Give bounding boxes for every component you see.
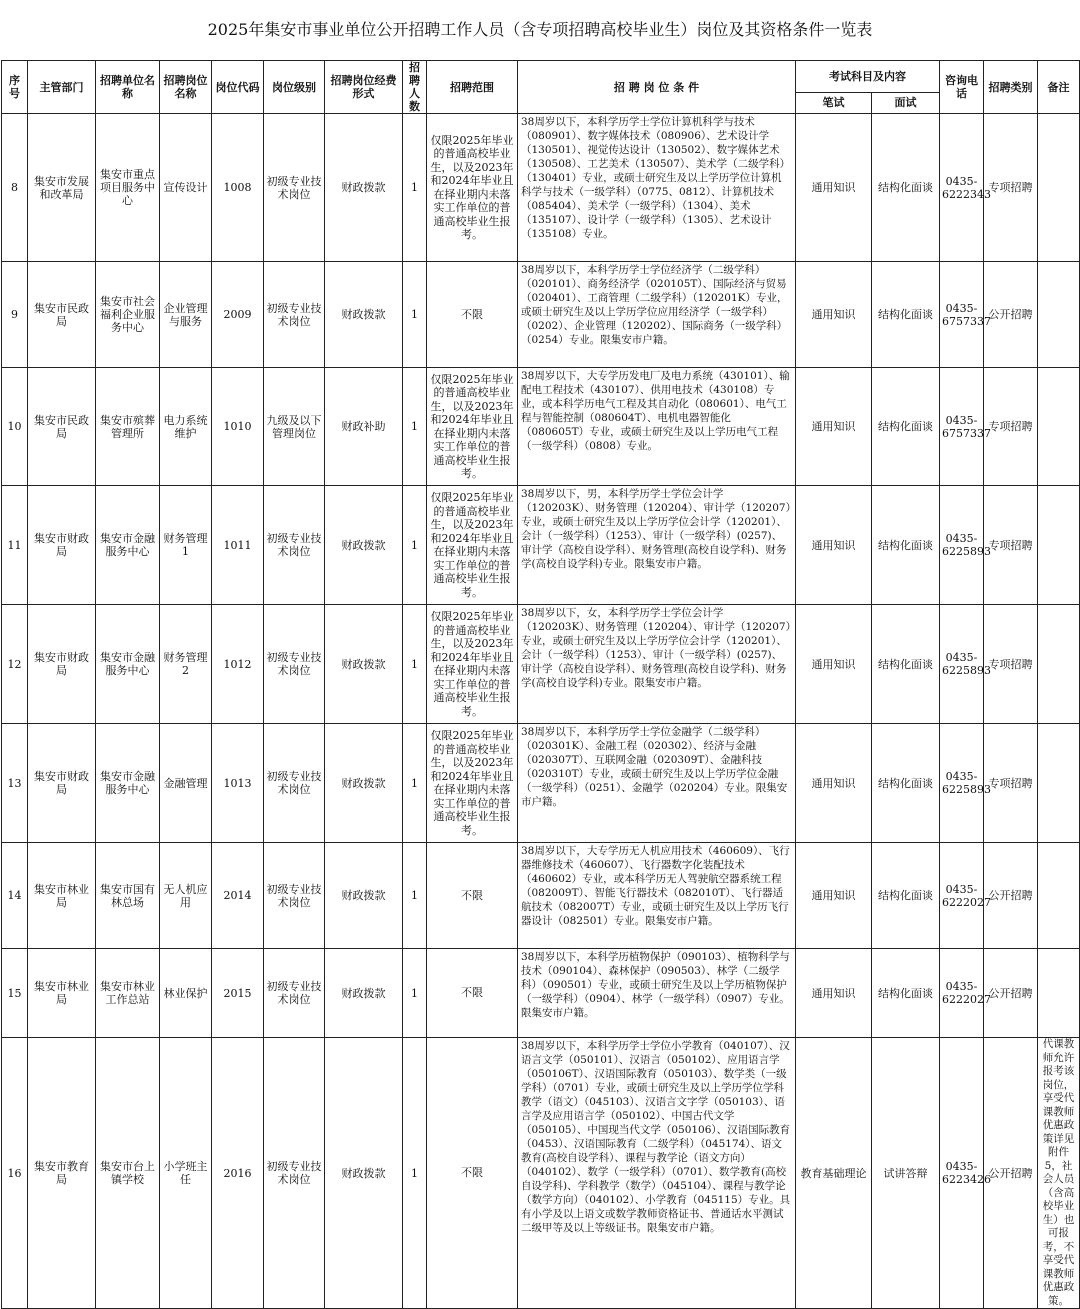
cell-conditions: 38周岁以下，本科学历植物保护（090103）、植物科学与技术（090104）、森林保护（090503）、林学（二级学科）（090501）专业，或硕士研究生及以上学历植物保护（一级学科）（0904）、林学（一级学科）（0907）专业。限集安市户籍。 (518, 949, 796, 1038)
table-row (2, 949, 1080, 1038)
cell-code: 1011 (212, 486, 264, 605)
cell-scope: 不限 (427, 949, 518, 1038)
cell-interview: 结构化面谈 (872, 949, 940, 1038)
header-note: 备注 (1038, 61, 1080, 114)
cell-conditions: 38周岁以下，本科学历学士学位小学教育（040107）、汉语言文学（050101）、汉语言（050102）、应用语言学（050106T）、汉语国际教育（050103）、数学类（一级学科）（0701）专业，或硕士研究生及以上学历学位学科教学（语文）（045103）、汉语言文字学（050103）、语言学及应用语言学（050102）、中国古代文学（050105）、中国现当代文学（050106）、汉语国际教育（0453）、汉语国际教育（二级学科）（045174）、语文教育(高校自设学科）、课程与教学论（语文方向）（040102）、数学（一级学科）（0701）、数学教育(高校自设学科)、学科教学（数学）（045104）、课程与教学论（数学方向）（040102）、小学教育（045115）专业。具有小学及以上语文或数学教师资格证书、普通话水平测试二级甲等及以上等级证书。限集安市户籍。 (518, 1038, 796, 1309)
cell-type: 专项招聘 (984, 114, 1038, 262)
cell-count: 1 (403, 605, 427, 724)
table-row (2, 262, 1080, 368)
cell-interview: 试讲答辩 (872, 1038, 940, 1309)
cell-conditions: 38周岁以下，男，本科学历学士学位会计学（120203K）、财务管理（120204）、审计学（120207）专业，或硕士研究生及以上学历学位会计学（120201）、会计（一级学科）（1253）、审计（一级学科）(0257)、审计学（高校自设学科）、财务管理(高校自设学科)、财务学(高校自设学科)专业。限集安市户籍。 (518, 486, 796, 605)
header-scope: 招聘范围 (427, 61, 518, 114)
cell-count: 1 (403, 368, 427, 486)
cell-seq: 15 (2, 949, 28, 1038)
cell-note (1038, 843, 1080, 949)
cell-note (1038, 114, 1080, 262)
table-header (2, 61, 1080, 114)
cell-dept: 集安市财政局 (28, 605, 96, 724)
cell-interview: 结构化面谈 (872, 262, 940, 368)
table-row (2, 724, 1080, 843)
cell-seq: 14 (2, 843, 28, 949)
cell-scope: 不限 (427, 843, 518, 949)
cell-scope: 仅限2025年毕业的普通高校毕业生，以及2023年和2024年毕业且在择业期内未落实工作单位的普通高校毕业生报考。 (427, 605, 518, 724)
cell-type: 专项招聘 (984, 724, 1038, 843)
cell-code: 1012 (212, 605, 264, 724)
cell-dept: 集安市林业局 (28, 843, 96, 949)
header-phone: 咨询电话 (940, 61, 984, 114)
cell-note (1038, 605, 1080, 724)
cell-post: 电力系统维护 (160, 368, 212, 486)
cell-interview: 结构化面谈 (872, 368, 940, 486)
header-unit: 招聘单位名称 (96, 61, 160, 114)
cell-type: 专项招聘 (984, 605, 1038, 724)
table-row (2, 368, 1080, 486)
cell-scope: 仅限2025年毕业的普通高校毕业生，以及2023年和2024年毕业且在择业期内未落实工作单位的普通高校毕业生报考。 (427, 114, 518, 262)
cell-type: 公开招聘 (984, 262, 1038, 368)
cell-post: 无人机应用 (160, 843, 212, 949)
cell-count: 1 (403, 486, 427, 605)
cell-type: 专项招聘 (984, 368, 1038, 486)
cell-dept: 集安市发展和改革局 (28, 114, 96, 262)
cell-post: 企业管理与服务 (160, 262, 212, 368)
header-post: 招聘岗位名称 (160, 61, 212, 114)
cell-written: 通用知识 (796, 486, 872, 605)
cell-type: 公开招聘 (984, 1038, 1038, 1309)
cell-count: 1 (403, 843, 427, 949)
cell-funding: 财政补助 (325, 368, 403, 486)
header-funding: 招聘岗位经费形式 (325, 61, 403, 114)
cell-phone: 0435-6223426 (940, 1038, 984, 1309)
cell-unit: 集安市台上镇学校 (96, 1038, 160, 1309)
cell-level: 初级专业技术岗位 (264, 843, 325, 949)
cell-count: 1 (403, 949, 427, 1038)
cell-code: 2009 (212, 262, 264, 368)
cell-funding: 财政拨款 (325, 114, 403, 262)
cell-count: 1 (403, 262, 427, 368)
cell-type: 公开招聘 (984, 843, 1038, 949)
cell-scope: 仅限2025年毕业的普通高校毕业生，以及2023年和2024年毕业且在择业期内未落实工作单位的普通高校毕业生报考。 (427, 368, 518, 486)
cell-level: 初级专业技术岗位 (264, 1038, 325, 1309)
cell-phone: 0435-6222343 (940, 114, 984, 262)
cell-written: 通用知识 (796, 368, 872, 486)
cell-unit: 集安市殡葬管理所 (96, 368, 160, 486)
table-row (2, 843, 1080, 949)
cell-dept: 集安市财政局 (28, 486, 96, 605)
cell-funding: 财政拨款 (325, 605, 403, 724)
cell-phone: 0435-6222027 (940, 949, 984, 1038)
cell-scope: 不限 (427, 1038, 518, 1309)
cell-interview: 结构化面谈 (872, 724, 940, 843)
cell-written: 通用知识 (796, 605, 872, 724)
page-title: 2025年集安市事业单位公开招聘工作人员（含专项招聘高校毕业生）岗位及其资格条件一览表 (207, 20, 873, 39)
cell-level: 九级及以下管理岗位 (264, 368, 325, 486)
cell-note: 代课教师允许报考该岗位，享受代课教师优惠政策详见附件5，社会人员（含高校毕业生）也可报考，不享受代课教师优惠政策。 (1038, 1038, 1080, 1309)
cell-post: 小学班主任 (160, 1038, 212, 1309)
cell-funding: 财政拨款 (325, 843, 403, 949)
table-row (2, 486, 1080, 605)
cell-note (1038, 724, 1080, 843)
cell-type: 专项招聘 (984, 486, 1038, 605)
cell-code: 2015 (212, 949, 264, 1038)
table-row (2, 605, 1080, 724)
cell-unit: 集安市金融服务中心 (96, 605, 160, 724)
cell-scope: 仅限2025年毕业的普通高校毕业生，以及2023年和2024年毕业且在择业期内未落实工作单位的普通高校毕业生报考。 (427, 486, 518, 605)
cell-seq: 10 (2, 368, 28, 486)
cell-note (1038, 368, 1080, 486)
cell-phone: 0435-6225893 (940, 486, 984, 605)
cell-written: 通用知识 (796, 949, 872, 1038)
cell-unit: 集安市金融服务中心 (96, 724, 160, 843)
cell-level: 初级专业技术岗位 (264, 486, 325, 605)
header-exam: 考试科目及内容 (796, 61, 940, 93)
cell-conditions: 38周岁以下，大专学历发电厂及电力系统（430101）、输配电工程技术（430107）、供用电技术（430108）专业，或本科学历电气工程及其自动化（080601）、电气工程与智能控制（080604T）、电机电器智能化（080605T）专业，或硕士研究生及以上学历电气工程（一级学科）（0808）专业。 (518, 368, 796, 486)
cell-unit: 集安市金融服务中心 (96, 486, 160, 605)
cell-phone: 0435-6757337 (940, 368, 984, 486)
cell-dept: 集安市民政局 (28, 368, 96, 486)
cell-count: 1 (403, 1038, 427, 1309)
cell-count: 1 (403, 724, 427, 843)
header-dept: 主管部门 (28, 61, 96, 114)
cell-funding: 财政拨款 (325, 949, 403, 1038)
cell-seq: 16 (2, 1038, 28, 1309)
cell-code: 1013 (212, 724, 264, 843)
cell-funding: 财政拨款 (325, 486, 403, 605)
header-conditions: 招 聘 岗 位 条 件 (518, 61, 796, 114)
cell-post: 金融管理 (160, 724, 212, 843)
cell-level: 初级专业技术岗位 (264, 949, 325, 1038)
cell-seq: 11 (2, 486, 28, 605)
cell-scope: 不限 (427, 262, 518, 368)
cell-written: 通用知识 (796, 114, 872, 262)
cell-interview: 结构化面谈 (872, 843, 940, 949)
cell-seq: 13 (2, 724, 28, 843)
cell-post: 宣传设计 (160, 114, 212, 262)
cell-seq: 9 (2, 262, 28, 368)
cell-interview: 结构化面谈 (872, 605, 940, 724)
cell-unit: 集安市社会福利企业服务中心 (96, 262, 160, 368)
cell-seq: 8 (2, 114, 28, 262)
cell-level: 初级专业技术岗位 (264, 605, 325, 724)
cell-conditions: 38周岁以下，本科学历学士学位经济学（二级学科）（020101）、商务经济学（020105T）、国际经济与贸易（020401）、工商管理（二级学科）（120201K）专业，或硕士研究生及以上学历学位应用经济学（一级学科）（0202）、企业管理（120202）、国际商务（一级学科）（0254）专业。限集安市户籍。 (518, 262, 796, 368)
cell-conditions: 38周岁以下，大专学历无人机应用技术（460609）、飞行器维修技术（460607）、飞行器数字化装配技术（460602）专业，或本科学历无人驾驶航空器系统工程（082009T）、智能飞行器技术（082010T）、飞行器适航技术（082007T）专业，或硕士研究生及以上学历飞行器设计（082501）专业。限集安市户籍。 (518, 843, 796, 949)
cell-unit: 集安市重点项目服务中心 (96, 114, 160, 262)
cell-interview: 结构化面谈 (872, 486, 940, 605)
header-type: 招聘类别 (984, 61, 1038, 114)
cell-interview: 结构化面谈 (872, 114, 940, 262)
header-seq: 序号 (2, 61, 28, 114)
header-level: 岗位级别 (264, 61, 325, 114)
cell-dept: 集安市财政局 (28, 724, 96, 843)
cell-written: 教育基础理论 (796, 1038, 872, 1309)
header-interview: 面试 (872, 92, 940, 114)
cell-conditions: 38周岁以下，女，本科学历学士学位会计学（120203K）、财务管理（120204）、审计学（120207）专业，或硕士研究生及以上学历学位会计学（120201）、会计（一级学科）（1253）、审计（一级学科）(0257)、审计学（高校自设学科）、财务管理(高校自设学科)、财务学(高校自设学科)专业。限集安市户籍。 (518, 605, 796, 724)
positions-table (1, 60, 1080, 1309)
cell-phone: 0435-6222027 (940, 843, 984, 949)
cell-scope: 仅限2025年毕业的普通高校毕业生，以及2023年和2024年毕业且在择业期内未落实工作单位的普通高校毕业生报考。 (427, 724, 518, 843)
cell-dept: 集安市民政局 (28, 262, 96, 368)
cell-unit: 集安市林业工作总站 (96, 949, 160, 1038)
cell-count: 1 (403, 114, 427, 262)
table-row (2, 114, 1080, 262)
cell-written: 通用知识 (796, 843, 872, 949)
cell-phone: 0435-6225893 (940, 605, 984, 724)
cell-note (1038, 486, 1080, 605)
cell-written: 通用知识 (796, 262, 872, 368)
cell-conditions: 38周岁以下，本科学历学士学位金融学（二级学科）（020301K）、金融工程（020302）、经济与金融（020307T）、互联网金融（020309T）、金融科技（020310T）专业，或硕士研究生及以上学历学位金融（一级学科）（0251）、金融学（020204）专业。限集安市户籍。 (518, 724, 796, 843)
cell-funding: 财政拨款 (325, 1038, 403, 1309)
cell-phone: 0435-6757337 (940, 262, 984, 368)
cell-level: 初级专业技术岗位 (264, 724, 325, 843)
cell-written: 通用知识 (796, 724, 872, 843)
cell-code: 1008 (212, 114, 264, 262)
cell-conditions: 38周岁以下，本科学历学士学位计算机科学与技术（080901）、数字媒体技术（080906）、艺术设计学（130501）、视觉传达设计（130502）、数字媒体艺术（130508）、工艺美术（130507）、美术学（二级学科）（130401）专业，或硕士研究生及以上学历学位计算机科学与技术（一级学科）（0775、0812）、计算机技术（085404）、美术学（一级学科）（1304）、美术（135107）、设计学（一级学科）（1305）、艺术设计（135108）专业。 (518, 114, 796, 262)
cell-post: 林业保护 (160, 949, 212, 1038)
cell-note (1038, 262, 1080, 368)
header-written: 笔试 (796, 92, 872, 114)
cell-funding: 财政拨款 (325, 724, 403, 843)
cell-dept: 集安市教育局 (28, 1038, 96, 1309)
cell-unit: 集安市国有林总场 (96, 843, 160, 949)
cell-phone: 0435-6225893 (940, 724, 984, 843)
cell-note (1038, 949, 1080, 1038)
cell-code: 1010 (212, 368, 264, 486)
cell-dept: 集安市林业局 (28, 949, 96, 1038)
table-row (2, 1038, 1080, 1309)
cell-funding: 财政拨款 (325, 262, 403, 368)
cell-seq: 12 (2, 605, 28, 724)
cell-code: 2016 (212, 1038, 264, 1309)
cell-post: 财务管理2 (160, 605, 212, 724)
header-count: 招聘人数 (403, 61, 427, 114)
cell-post: 财务管理1 (160, 486, 212, 605)
cell-type: 公开招聘 (984, 949, 1038, 1038)
cell-level: 初级专业技术岗位 (264, 114, 325, 262)
cell-code: 2014 (212, 843, 264, 949)
cell-level: 初级专业技术岗位 (264, 262, 325, 368)
header-code: 岗位代码 (212, 61, 264, 114)
